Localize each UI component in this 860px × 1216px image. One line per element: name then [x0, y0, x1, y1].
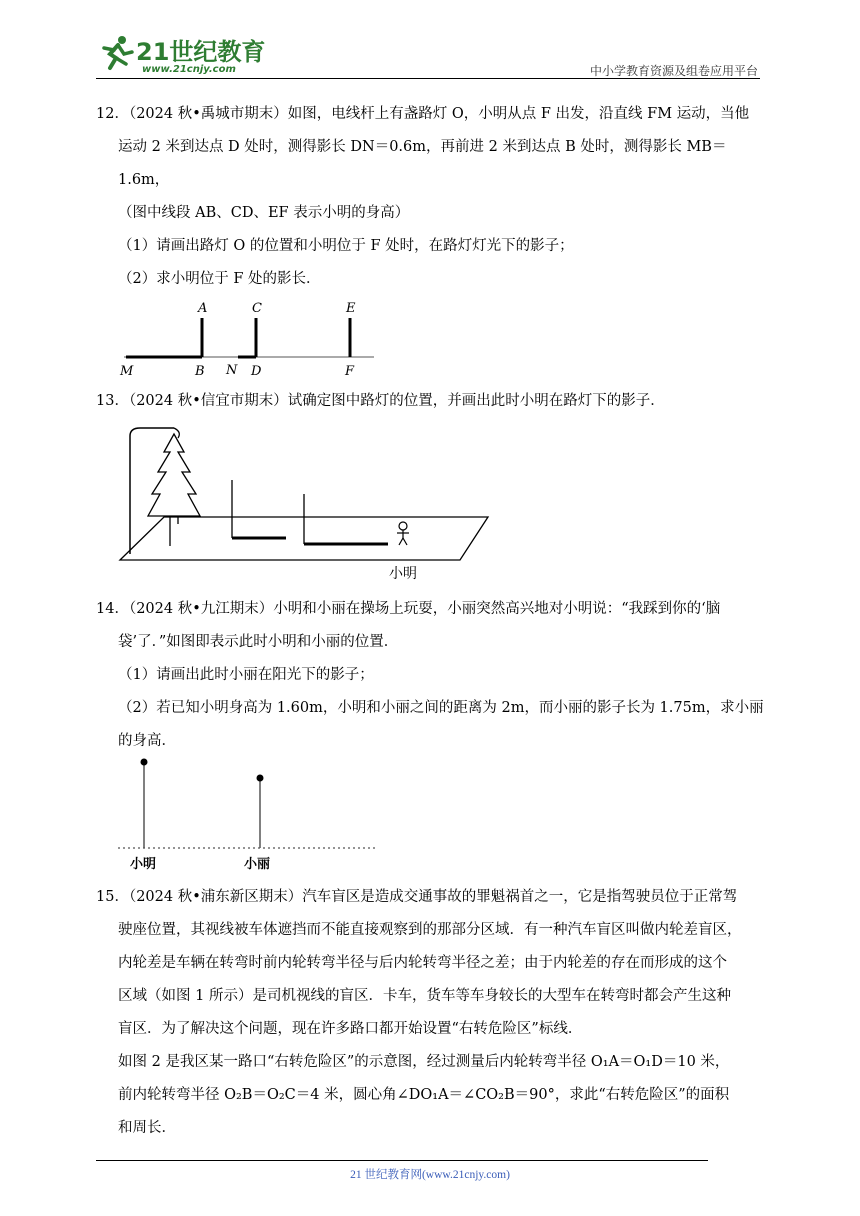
fig-label-A: A	[198, 301, 208, 316]
fig-label-M: M	[120, 364, 134, 378]
q15-line-5: 盲区．为了解决这个问题，现在许多路口都开始设置“右转危险区”标线．	[118, 1021, 583, 1037]
q13-figure	[116, 424, 516, 584]
q15-line-4: 区域（如图 1 所示）是司机视线的盲区．卡车，货车等车身较长的大型车在转弯时都会产生这种	[118, 988, 731, 1004]
fig-label-N: N	[226, 363, 238, 378]
q14-label-xiaoming: 小明	[130, 857, 157, 872]
fig-label-F: F	[345, 364, 355, 378]
q12-sub-2: （2）求小明位于 F 处的影长．	[118, 271, 321, 287]
q15-line-7: 前内轮转弯半径 O₂B＝O₂C＝4 米，圆心角∠DO₁A＝∠CO₂B＝90°，求此“右转危险区”的面积	[118, 1087, 730, 1103]
q14-sub-2b: 的身高．	[118, 733, 176, 749]
runner-logo-icon	[96, 34, 136, 74]
q15-line-3: 内轮差是车辆在转弯时前内轮转弯半径与后内轮转弯半径之差；由于内轮差的存在而形成的这个	[118, 955, 727, 971]
logo-text: 21世纪教育	[136, 38, 266, 66]
footer-link[interactable]: 21 世纪教育网(www.21cnjy.com)	[350, 1169, 510, 1181]
q12-line-1: 12．（2024 秋•禹城市期末）如图，电线杆上有盏路灯 O，小明从点 F 出发，沿直线 FM 运动，当他	[96, 106, 750, 122]
question-15	[96, 881, 764, 1145]
question-list	[96, 98, 764, 1145]
platform-label: 中小学教育资源及组卷应用平台	[589, 64, 758, 78]
header-divider	[96, 78, 760, 79]
logo-url: www.21cnjy.com	[142, 64, 236, 75]
q12-line-2: 运动 2 米到达点 D 处时，测得影长 DN＝0.6m，再前进 2 米到达点 B 处时，测得影长 MB＝1.6m，	[118, 139, 727, 188]
q12-line-3: （图中线段 AB、CD、EF 表示小明的身高）	[118, 205, 410, 221]
q12-figure	[118, 296, 378, 378]
person-icon	[397, 522, 409, 545]
q15-line-8: 和周长．	[118, 1120, 176, 1136]
q13-line-1: 13．（2024 秋•信宜市期末）试确定图中路灯的位置，并画出此时小明在路灯下的影子．	[96, 393, 665, 409]
fig-label-D: D	[251, 364, 262, 378]
q14-label-xiaoli: 小丽	[244, 857, 271, 872]
fig-label-B: B	[195, 364, 205, 378]
q14-line-1: 14．（2024 秋•九江期末）小明和小丽在操场上玩耍，小丽突然高兴地对小明说：“我踩到你的‘脑	[96, 601, 721, 617]
q15-line-1: 15．（2024 秋•浦东新区期末）汽车盲区是造成交通事故的罪魁祸首之一，它是指驾驶员位于正常驾	[96, 889, 738, 905]
question-14	[96, 593, 764, 889]
q15-line-6: 如图 2 是我区某一路口“右转危险区”的示意图，经过测量后内轮转弯半径 O₁A＝O₁D＝10 米，	[118, 1054, 730, 1070]
q14-sub-1: （1）请画出此时小丽在阳光下的影子；	[118, 667, 374, 683]
q13-figure-label: 小明	[389, 566, 417, 582]
q14-figure	[116, 758, 396, 876]
footer-divider	[96, 1160, 708, 1161]
q14-line-2: 袋’了．”如图即表示此时小明和小丽的位置．	[118, 634, 399, 650]
question-12	[96, 98, 764, 391]
fig-label-E: E	[346, 301, 356, 316]
q12-sub-1: （1）请画出路灯 O 的位置和小明位于 F 处时，在路灯灯光下的影子；	[118, 238, 574, 254]
q15-line-2: 驶座位置，其视线被车体遮挡而不能直接观察到的那部分区域．有一种汽车盲区叫做内轮差盲区，	[118, 922, 742, 938]
q14-sub-2: （2）若已知小明身高为 1.60m，小明和小丽之间的距离为 2m，而小丽的影子长为 1.75m，求小丽	[118, 700, 764, 716]
page-header	[0, 0, 860, 82]
question-13	[96, 385, 764, 597]
fig-label-C: C	[252, 301, 262, 316]
site-logo[interactable]	[96, 32, 266, 78]
